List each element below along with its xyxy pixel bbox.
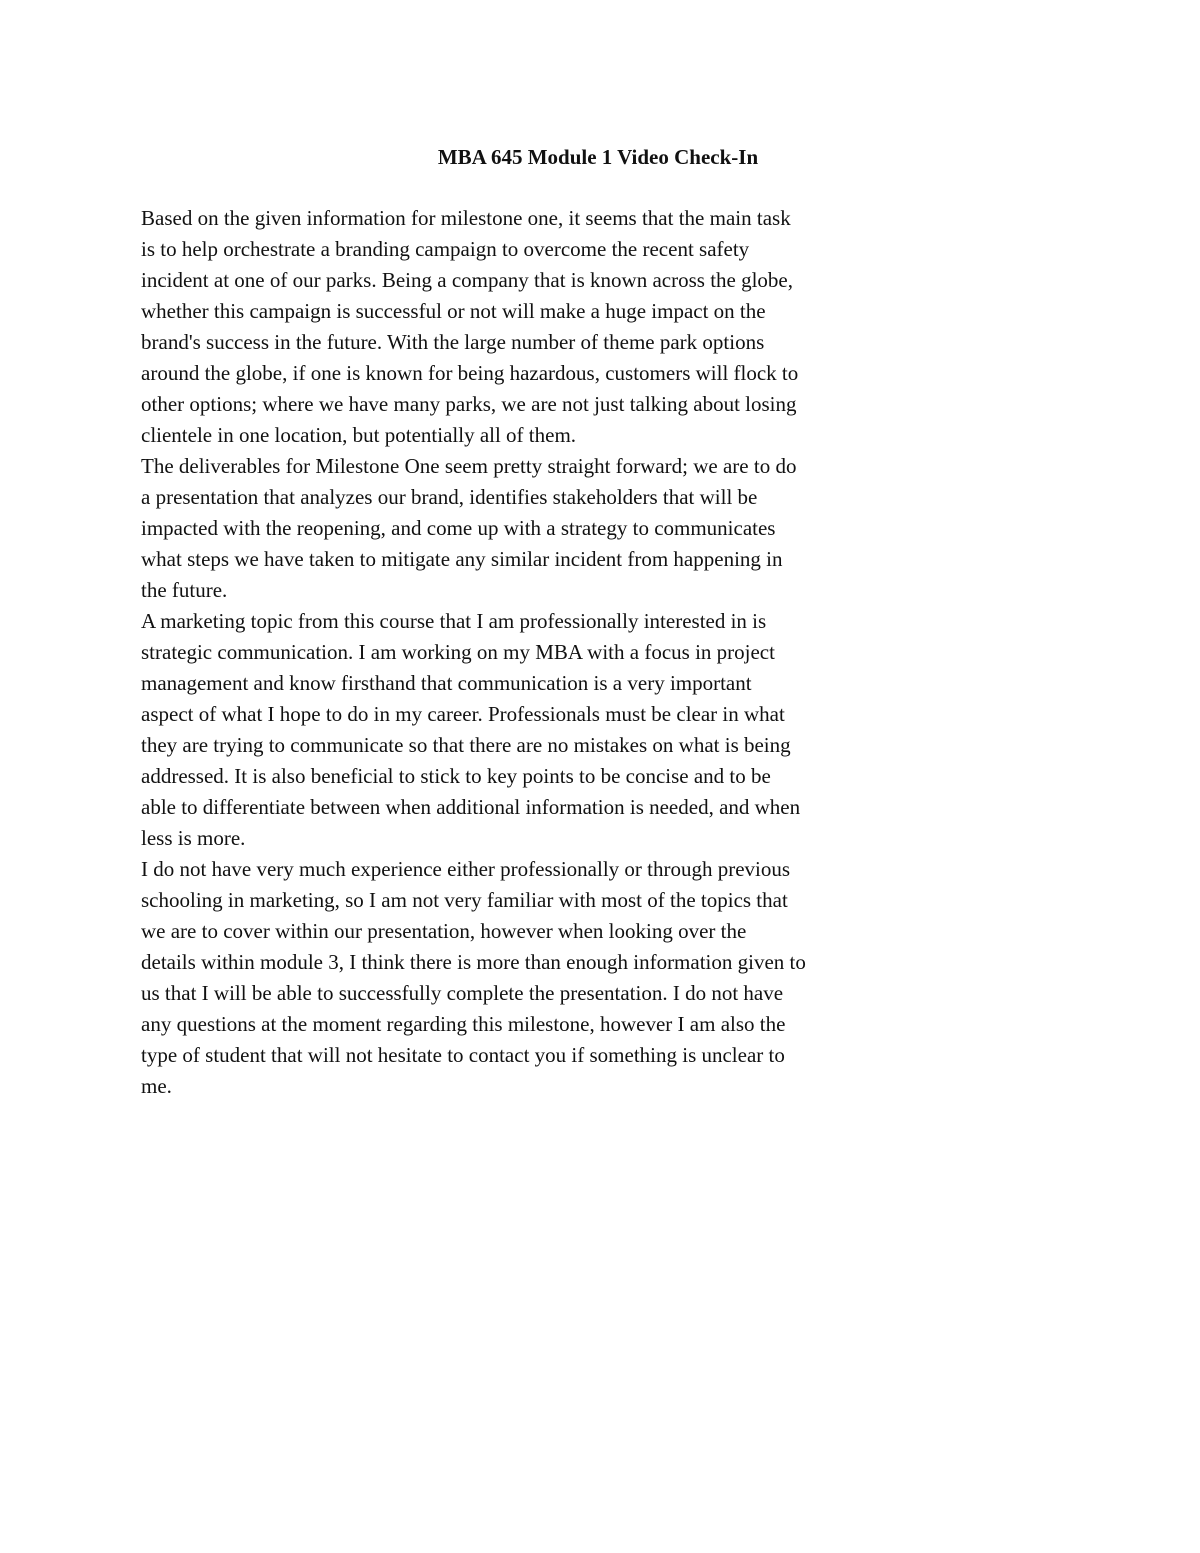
body-line: me.	[141, 1074, 172, 1098]
body-line: other options; where we have many parks, we are not just talking about losing	[141, 392, 797, 416]
body-line: aspect of what I hope to do in my career. Professionals must be clear in what	[141, 702, 785, 726]
body-line: brand's success in the future. With the large number of theme park options	[141, 330, 765, 354]
body-line: they are trying to communicate so that there are no mistakes on what is being	[141, 733, 791, 757]
body-line: is to help orchestrate a branding campaign to overcome the recent safety	[141, 237, 750, 261]
body-line: us that I will be able to successfully complete the presentation. I do not have	[141, 981, 784, 1005]
body-line: around the globe, if one is known for being hazardous, customers will flock to	[141, 361, 799, 385]
body-line: the future.	[141, 578, 228, 602]
body-line: details within module 3, I think there is more than enough information given to	[141, 950, 806, 974]
body-line: strategic communication. I am working on my MBA with a focus in project	[141, 640, 775, 664]
body-line: any questions at the moment regarding this milestone, however I am also the	[141, 1012, 786, 1036]
body-line: whether this campaign is successful or not will make a huge impact on the	[141, 299, 766, 323]
body-line: Based on the given information for milestone one, it seems that the main task	[141, 206, 791, 230]
body-line: management and know firsthand that communication is a very important	[141, 671, 752, 695]
body-line: addressed. It is also beneficial to stick to key points to be concise and to be	[141, 764, 771, 788]
document-body	[141, 203, 901, 1102]
body-line: what steps we have taken to mitigate any similar incident from happening in	[141, 547, 783, 571]
body-line: The deliverables for Milestone One seem pretty straight forward; we are to do	[141, 454, 797, 478]
body-line: less is more.	[141, 826, 246, 850]
body-line: impacted with the reopening, and come up with a strategy to communicates	[141, 516, 776, 540]
body-line: I do not have very much experience either professionally or through previous	[141, 857, 791, 881]
body-line: schooling in marketing, so I am not very familiar with most of the topics that	[141, 888, 788, 912]
body-line: A marketing topic from this course that I am professionally interested in is	[141, 609, 767, 633]
body-line: a presentation that analyzes our brand, identifies stakeholders that will be	[141, 485, 758, 509]
body-line: incident at one of our parks. Being a company that is known across the globe,	[141, 268, 794, 292]
document-title: MBA 645 Module 1 Video Check-In	[437, 145, 759, 169]
body-line: clientele in one location, but potentially all of them.	[141, 423, 577, 447]
body-line: we are to cover within our presentation, however when looking over the	[141, 919, 747, 943]
body-line: able to differentiate between when additional information is needed, and when	[141, 795, 801, 819]
body-line: type of student that will not hesitate to contact you if something is unclear to	[141, 1043, 785, 1067]
